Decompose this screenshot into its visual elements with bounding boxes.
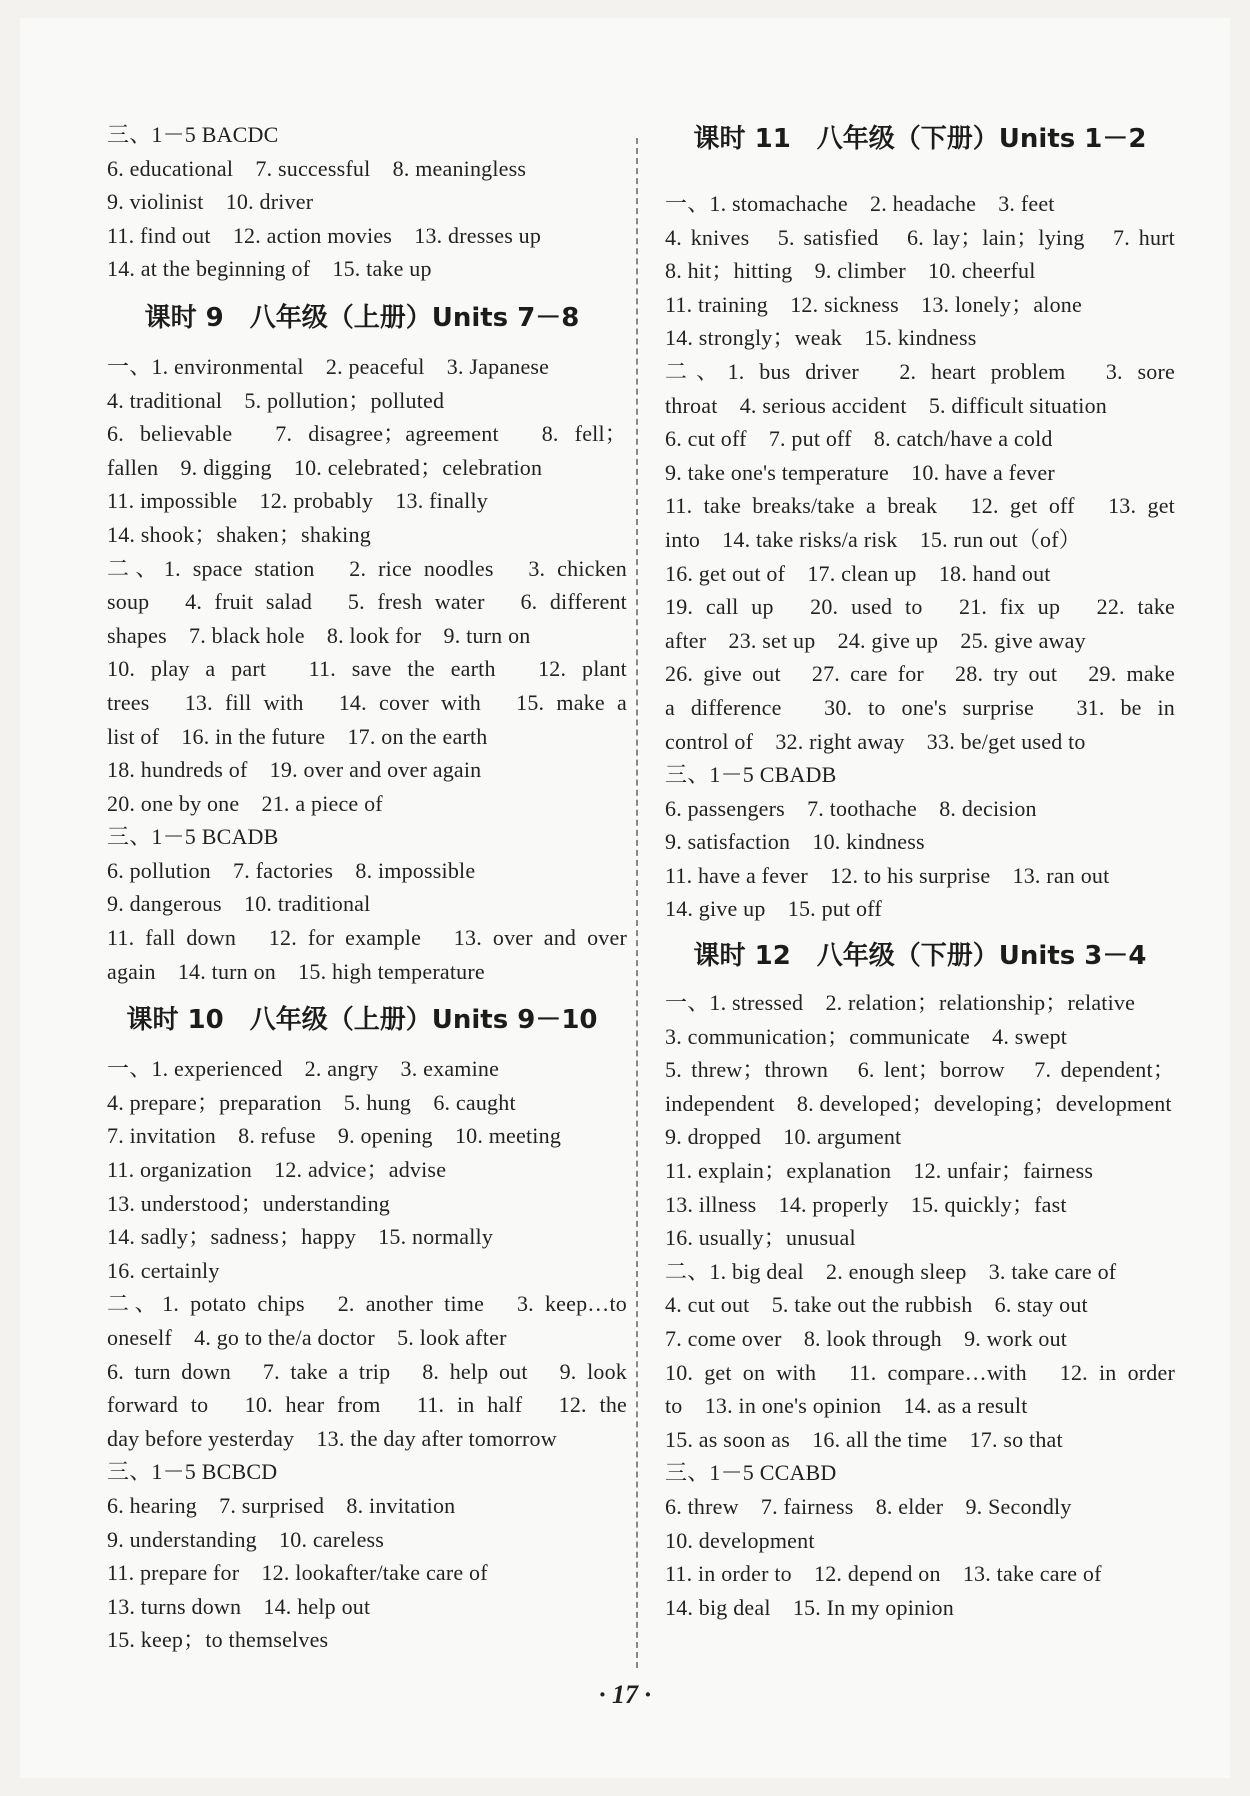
answer-line: independent 8. developed；developing；development (665, 1090, 1172, 1116)
answer-line: a difference 30. to one's surprise 31. be in (665, 694, 1175, 720)
answer-line: 5. threw；thrown 6. lent；borrow 7. dependent； (665, 1057, 1175, 1083)
answer-line: 三、1－5 BCADB (107, 824, 279, 850)
answer-line: after 23. set up 24. give up 25. give away (665, 627, 1086, 653)
answer-line: 15. keep；to themselves (107, 1627, 329, 1653)
answer-line: 三、1－5 BCBCD (107, 1459, 278, 1485)
answer-line: 16. usually；unusual (665, 1225, 856, 1251)
answer-line: 9. understanding 10. careless (107, 1526, 385, 1552)
answer-line: 6. turn down 7. take a trip 8. help out 9. look (107, 1358, 627, 1384)
answer-line: 三、1－5 CBADB (665, 762, 837, 788)
answer-line: 3. communication；communicate 4. swept (665, 1023, 1068, 1049)
answer-line: 6. pollution 7. factories 8. impossible (107, 857, 476, 883)
column-divider (636, 138, 638, 1668)
answer-line: 二、1. potato chips 2. another time 3. keep…to (107, 1291, 627, 1317)
answer-line: 18. hundreds of 19. over and over again (107, 757, 482, 783)
lesson-heading: 课时 12 八年级（下册）Units 3－4 (693, 941, 1147, 972)
answer-line: 6. hearing 7. surprised 8. invitation (107, 1492, 456, 1518)
answer-line: 一、1. stomachache 2. headache 3. feet (665, 191, 1055, 216)
answer-line: 15. as soon as 16. all the time 17. so that (665, 1426, 1063, 1452)
answer-line: 6. cut off 7. put off 8. catch/have a cold (665, 426, 1053, 452)
answer-line: day before yesterday 13. the day after tomorrow (107, 1425, 557, 1451)
answer-line: 13. illness 14. properly 15. quickly；fast (665, 1191, 1067, 1217)
answer-line: 一、1. environmental 2. peaceful 3. Japanese (107, 353, 550, 379)
answer-line: trees 13. fill with 14. cover with 15. make a (107, 689, 627, 715)
answer-line: 14. at the beginning of 15. take up (107, 256, 432, 282)
answer-line: 11. training 12. sickness 13. lonely；alone (665, 291, 1082, 317)
answer-line: 8. hit；hitting 9. climber 10. cheerful (665, 258, 1036, 284)
answer-line: 6. passengers 7. toothache 8. decision (665, 795, 1037, 821)
answer-line: 11. organization 12. advice；advise (107, 1157, 447, 1183)
answer-line: 19. call up 20. used to 21. fix up 22. take (665, 594, 1175, 620)
answer-line: 9. dangerous 10. traditional (107, 891, 371, 917)
answer-line: 6. believable 7. disagree；agreement 8. fell； (107, 421, 627, 447)
answer-line: 4. cut out 5. take out the rubbish 6. stay out (665, 1292, 1088, 1318)
answer-line: fallen 9. digging 10. celebrated；celebration (107, 454, 543, 480)
lesson-heading: 课时 9 八年级（上册）Units 7－8 (144, 302, 580, 333)
answer-line: 13. understood；understanding (107, 1190, 391, 1216)
answer-line: 7. invitation 8. refuse 9. opening 10. meeting (107, 1123, 562, 1149)
answer-line: 26. give out 27. care for 28. try out 29. make (665, 661, 1175, 687)
answer-line: 11. have a fever 12. to his surprise 13. ran out (665, 862, 1110, 888)
answer-line: 7. come over 8. look through 9. work out (665, 1326, 1068, 1351)
lesson-heading: 课时 10 八年级（上册）Units 9－10 (126, 1005, 598, 1036)
answer-line: 11. in order to 12. depend on 13. take care of (665, 1561, 1102, 1587)
answer-line: list of 16. in the future 17. on the earth (107, 723, 488, 749)
page-number: · 17 · (599, 1680, 651, 1709)
answer-line: 16. get out of 17. clean up 18. hand out (665, 560, 1051, 586)
answer-line: forward to 10. hear from 11. in half 12. the (107, 1392, 627, 1418)
answer-line: 三、1－5 CCABD (665, 1460, 837, 1486)
answer-line: to 13. in one's opinion 14. as a result (665, 1393, 1028, 1419)
answer-line: 16. certainly (107, 1257, 220, 1283)
answer-line: 一、1. stressed 2. relation；relationship；relative (665, 990, 1136, 1016)
answer-line: 4. traditional 5. pollution；polluted (107, 387, 445, 413)
answer-line: 14. big deal 15. In my opinion (665, 1594, 954, 1620)
answer-line: 9. take one's temperature 10. have a fever (665, 459, 1055, 485)
answer-line: 二、1. big deal 2. enough sleep 3. take care of (665, 1258, 1117, 1284)
answer-line: 14. shook；shaken；shaking (107, 521, 371, 547)
answer-line: oneself 4. go to the/a doctor 5. look after (107, 1325, 507, 1350)
answer-line: 9. violinist 10. driver (107, 189, 314, 215)
answer-line: 10. get on with 11. compare…with 12. in order (665, 1359, 1175, 1385)
answer-line: 11. impossible 12. probably 13. finally (107, 488, 488, 514)
answer-line: 11. prepare for 12. lookafter/take care of (107, 1560, 488, 1586)
answer-line: 二、1. space station 2. rice noodles 3. chicken (107, 555, 627, 581)
answer-line: 13. turns down 14. help out (107, 1593, 371, 1619)
answer-line: 一、1. experienced 2. angry 3. examine (107, 1056, 500, 1082)
answer-line: 二、1. bus driver 2. heart problem 3. sore (665, 358, 1175, 384)
answer-line: into 14. take risks/a risk 15. run out（of） (665, 526, 1081, 552)
answer-line: 14. sadly；sadness；happy 15. normally (107, 1224, 494, 1250)
answer-line: 20. one by one 21. a piece of (107, 790, 383, 816)
answer-line: 14. give up 15. put off (665, 896, 882, 922)
answer-line: 14. strongly；weak 15. kindness (665, 325, 977, 351)
answer-line: 11. take breaks/take a break 12. get off 13. get (665, 493, 1175, 519)
lesson-heading: 课时 11 八年级（下册）Units 1－2 (693, 124, 1147, 154)
answer-line: 11. fall down 12. for example 13. over and over (107, 925, 627, 951)
answer-line: 4. knives 5. satisfied 6. lay；lain；lying 7. hurt (665, 224, 1175, 250)
answer-line: 10. development (665, 1527, 815, 1553)
left-column (107, 118, 627, 1657)
answer-line: 6. threw 7. fairness 8. elder 9. Secondly (665, 1493, 1072, 1519)
answer-line: 9. satisfaction 10. kindness (665, 829, 925, 855)
answer-line: 11. find out 12. action movies 13. dresses up (107, 222, 542, 248)
answer-line: again 14. turn on 15. high temperature (107, 958, 485, 984)
answer-line: 4. prepare；preparation 5. hung 6. caught (107, 1089, 516, 1115)
answer-line: control of 32. right away 33. be/get used to (665, 728, 1086, 754)
answer-line: 10. play a part 11. save the earth 12. plant (107, 656, 627, 682)
answer-line: soup 4. fruit salad 5. fresh water 6. different (107, 589, 627, 615)
answer-line: 6. educational 7. successful 8. meaningless (107, 155, 527, 181)
right-column (665, 124, 1175, 1624)
answer-line: throat 4. serious accident 5. difficult situation (665, 392, 1107, 418)
answer-line: 三、1－5 BACDC (107, 122, 279, 147)
answer-line: shapes 7. black hole 8. look for 9. turn on (107, 622, 531, 648)
answer-line: 9. dropped 10. argument (665, 1124, 902, 1150)
answer-line: 11. explain；explanation 12. unfair；fairness (665, 1158, 1094, 1184)
